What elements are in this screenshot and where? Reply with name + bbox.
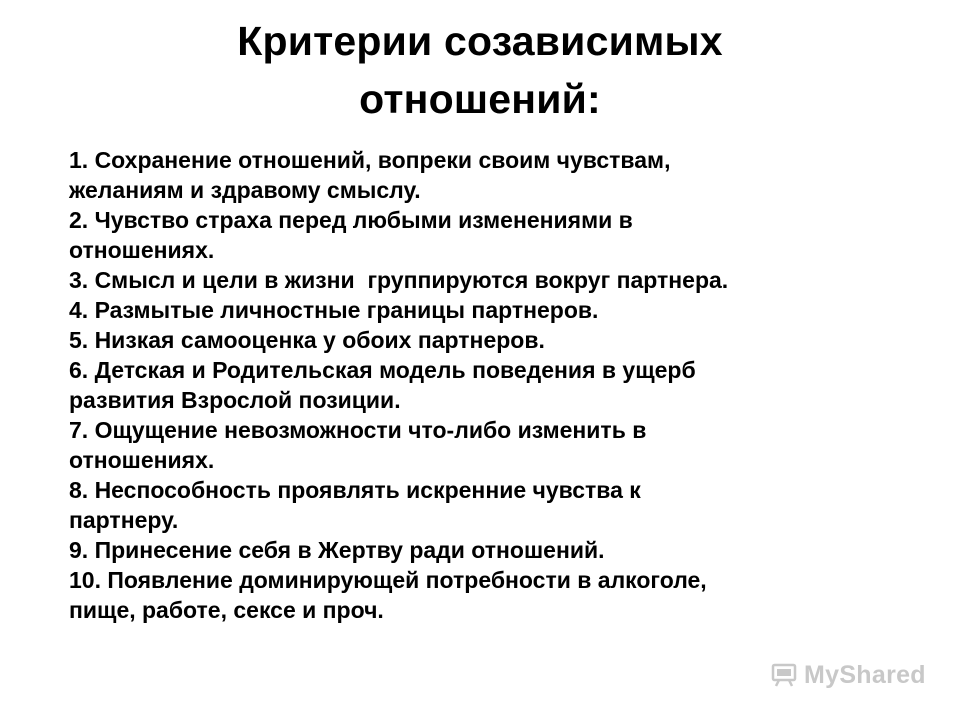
criteria-item-6-line-2: развития Взрослой позиции. xyxy=(69,387,401,413)
title-line-1: Критерии созависимых xyxy=(237,18,723,64)
criteria-item-1-line-1: 1. Сохранение отношений, вопреки своим чувствам, xyxy=(69,147,671,173)
criteria-item-1 xyxy=(69,145,929,205)
criteria-item-3-line-1: 3. Смысл и цели в жизни группируются вокруг партнера. xyxy=(69,267,729,293)
criteria-item-6 xyxy=(69,355,929,415)
criteria-item-2 xyxy=(69,205,929,265)
criteria-item-7-line-1: 7. Ощущение невозможности что-либо изменить в xyxy=(69,417,647,443)
criteria-item-6-line-1: 6. Детская и Родительская модель поведения в ущерб xyxy=(69,357,696,383)
criteria-item-9-line-1: 9. Принесение себя в Жертву ради отношений. xyxy=(69,537,605,563)
criteria-item-5-line-1: 5. Низкая самооценка у обоих партнеров. xyxy=(69,327,545,353)
criteria-item-7-line-2: отношениях. xyxy=(69,447,215,473)
criteria-item-10-line-2: пище, работе, сексе и проч. xyxy=(69,597,384,623)
criteria-item-10-line-1: 10. Появление доминирующей потребности в алкоголе, xyxy=(69,567,707,593)
criteria-list xyxy=(69,145,929,625)
criteria-item-8-line-2: партнеру. xyxy=(69,507,179,533)
presentation-board-icon xyxy=(770,663,798,687)
criteria-item-3 xyxy=(69,265,929,295)
criteria-item-9 xyxy=(69,535,929,565)
criteria-item-7 xyxy=(69,415,929,475)
criteria-item-8-line-1: 8. Неспособность проявлять искренние чувства к xyxy=(69,477,641,503)
criteria-item-2-line-2: отношениях. xyxy=(69,237,215,263)
myshared-watermark xyxy=(770,660,926,690)
criteria-item-10 xyxy=(69,565,929,625)
criteria-item-4-line-1: 4. Размытые личностные границы партнеров. xyxy=(69,297,599,323)
criteria-item-8 xyxy=(69,475,929,535)
watermark-text: MyShared xyxy=(804,660,926,689)
criteria-item-2-line-1: 2. Чувство страха перед любыми изменениями в xyxy=(69,207,633,233)
slide-title xyxy=(130,12,830,128)
criteria-item-1-line-2: желаниям и здравому смыслу. xyxy=(69,177,421,203)
title-line-2: отношений: xyxy=(359,76,601,122)
criteria-item-4 xyxy=(69,295,929,325)
criteria-item-5 xyxy=(69,325,929,355)
